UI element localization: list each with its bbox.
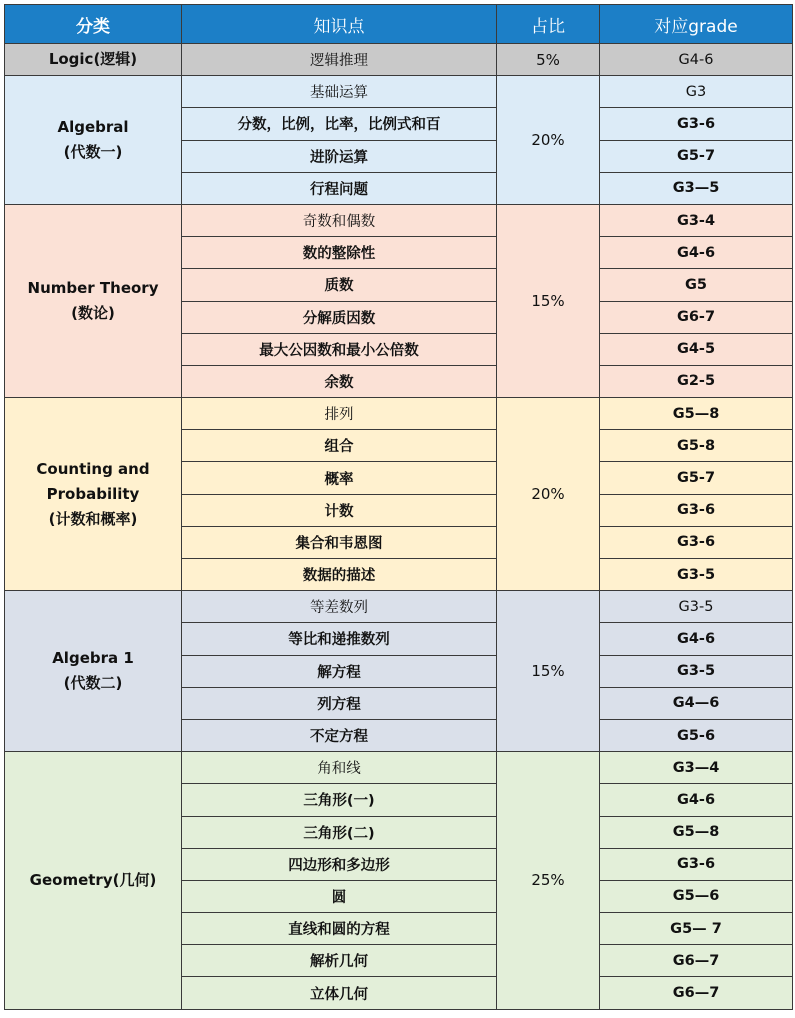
grade-cell: G5-6 — [600, 719, 793, 751]
grade-cell: G3—5 — [600, 172, 793, 204]
topic-cell: 圆 — [182, 880, 497, 912]
topic-cell: 直线和圆的方程 — [182, 913, 497, 945]
category-cell — [5, 44, 182, 76]
category-label-line: Number Theory — [27, 279, 159, 297]
table-row — [5, 204, 793, 236]
topic-cell: 解方程 — [182, 655, 497, 687]
topic-cell: 分数，比例，比率，比例式和百 — [182, 108, 497, 140]
header-category: 分类 — [5, 5, 182, 44]
topic-cell: 列方程 — [182, 687, 497, 719]
grade-cell: G3 — [600, 76, 793, 108]
category-cell — [5, 752, 182, 1010]
grade-cell: G3-5 — [600, 559, 793, 591]
category-label-line: Algebral — [57, 118, 129, 137]
category-cell — [5, 76, 182, 205]
percent-cell: 20% — [497, 76, 600, 205]
grade-cell: G2-5 — [600, 365, 793, 397]
topic-cell: 奇数和偶数 — [182, 204, 497, 236]
grade-cell: G6—7 — [600, 945, 793, 977]
grade-cell: G5—6 — [600, 880, 793, 912]
curriculum-table-container — [4, 4, 792, 1010]
grade-cell: G3-5 — [600, 655, 793, 687]
table-row — [5, 44, 793, 76]
topic-cell: 计数 — [182, 494, 497, 526]
header-topic: 知识点 — [182, 5, 497, 44]
category-label-line: Geometry(几何) — [29, 870, 157, 889]
percent-cell: 25% — [497, 752, 600, 1010]
topic-cell: 三角形(二) — [182, 816, 497, 848]
topic-cell: 组合 — [182, 430, 497, 462]
grade-cell: G5 — [600, 269, 793, 301]
grade-cell: G5— 7 — [600, 913, 793, 945]
topic-cell: 概率 — [182, 462, 497, 494]
table-body — [5, 44, 793, 1010]
grade-cell: G6—7 — [600, 977, 793, 1009]
grade-cell: G4-6 — [600, 237, 793, 269]
grade-cell: G4—6 — [600, 687, 793, 719]
grade-cell: G5-7 — [600, 462, 793, 494]
category-cell — [5, 591, 182, 752]
header-grade: 对应grade — [600, 5, 793, 44]
grade-cell: G3-6 — [600, 494, 793, 526]
table-row — [5, 398, 793, 430]
topic-cell: 行程问题 — [182, 172, 497, 204]
topic-cell: 进阶运算 — [182, 140, 497, 172]
topic-cell: 角和线 — [182, 752, 497, 784]
percent-cell: 5% — [497, 44, 600, 76]
grade-cell: G5—8 — [600, 816, 793, 848]
curriculum-table — [4, 4, 793, 1010]
category-label-line: (代数二) — [63, 674, 123, 693]
category-cell — [5, 204, 182, 397]
header-row — [5, 5, 793, 44]
topic-cell: 逻辑推理 — [182, 44, 497, 76]
grade-cell: G4-6 — [600, 623, 793, 655]
topic-cell: 数据的描述 — [182, 559, 497, 591]
category-label-line: Logic(逻辑) — [48, 50, 138, 69]
topic-cell: 数的整除性 — [182, 237, 497, 269]
topic-cell: 立体几何 — [182, 977, 497, 1009]
topic-cell: 余数 — [182, 365, 497, 397]
grade-cell: G3-4 — [600, 204, 793, 236]
topic-cell: 不定方程 — [182, 719, 497, 751]
percent-cell: 20% — [497, 398, 600, 591]
grade-cell: G4-6 — [600, 44, 793, 76]
topic-cell: 最大公因数和最小公倍数 — [182, 333, 497, 365]
category-label-line: (计数和概率) — [48, 509, 138, 528]
grade-cell: G3-6 — [600, 108, 793, 140]
topic-cell: 解析几何 — [182, 945, 497, 977]
table-row — [5, 752, 793, 784]
topic-cell: 等差数列 — [182, 591, 497, 623]
grade-cell: G3-5 — [600, 591, 793, 623]
topic-cell: 三角形(一) — [182, 784, 497, 816]
grade-cell: G3-6 — [600, 526, 793, 558]
percent-cell: 15% — [497, 204, 600, 397]
grade-cell: G6-7 — [600, 301, 793, 333]
grade-cell: G5-8 — [600, 430, 793, 462]
topic-cell: 四边形和多边形 — [182, 848, 497, 880]
table-row — [5, 76, 793, 108]
topic-cell: 等比和递推数列 — [182, 623, 497, 655]
category-label-line: Counting and — [36, 459, 150, 478]
header-percent: 占比 — [497, 5, 600, 44]
category-label-line: Probability — [46, 484, 140, 503]
percent-cell: 15% — [497, 591, 600, 752]
grade-cell: G3—4 — [600, 752, 793, 784]
topic-cell: 质数 — [182, 269, 497, 301]
topic-cell: 基础运算 — [182, 76, 497, 108]
category-cell — [5, 398, 182, 591]
category-label-line: Algebra 1 — [52, 649, 134, 668]
grade-cell: G4-5 — [600, 333, 793, 365]
topic-cell: 分解质因数 — [182, 301, 497, 333]
table-row — [5, 591, 793, 623]
topic-cell: 集合和韦恩图 — [182, 526, 497, 558]
grade-cell: G3-6 — [600, 848, 793, 880]
category-label-line: (数论) — [71, 304, 115, 322]
grade-cell: G5-7 — [600, 140, 793, 172]
table-header — [5, 5, 793, 44]
grade-cell: G5—8 — [600, 398, 793, 430]
category-label-line: (代数一) — [63, 143, 123, 162]
grade-cell: G4-6 — [600, 784, 793, 816]
topic-cell: 排列 — [182, 398, 497, 430]
